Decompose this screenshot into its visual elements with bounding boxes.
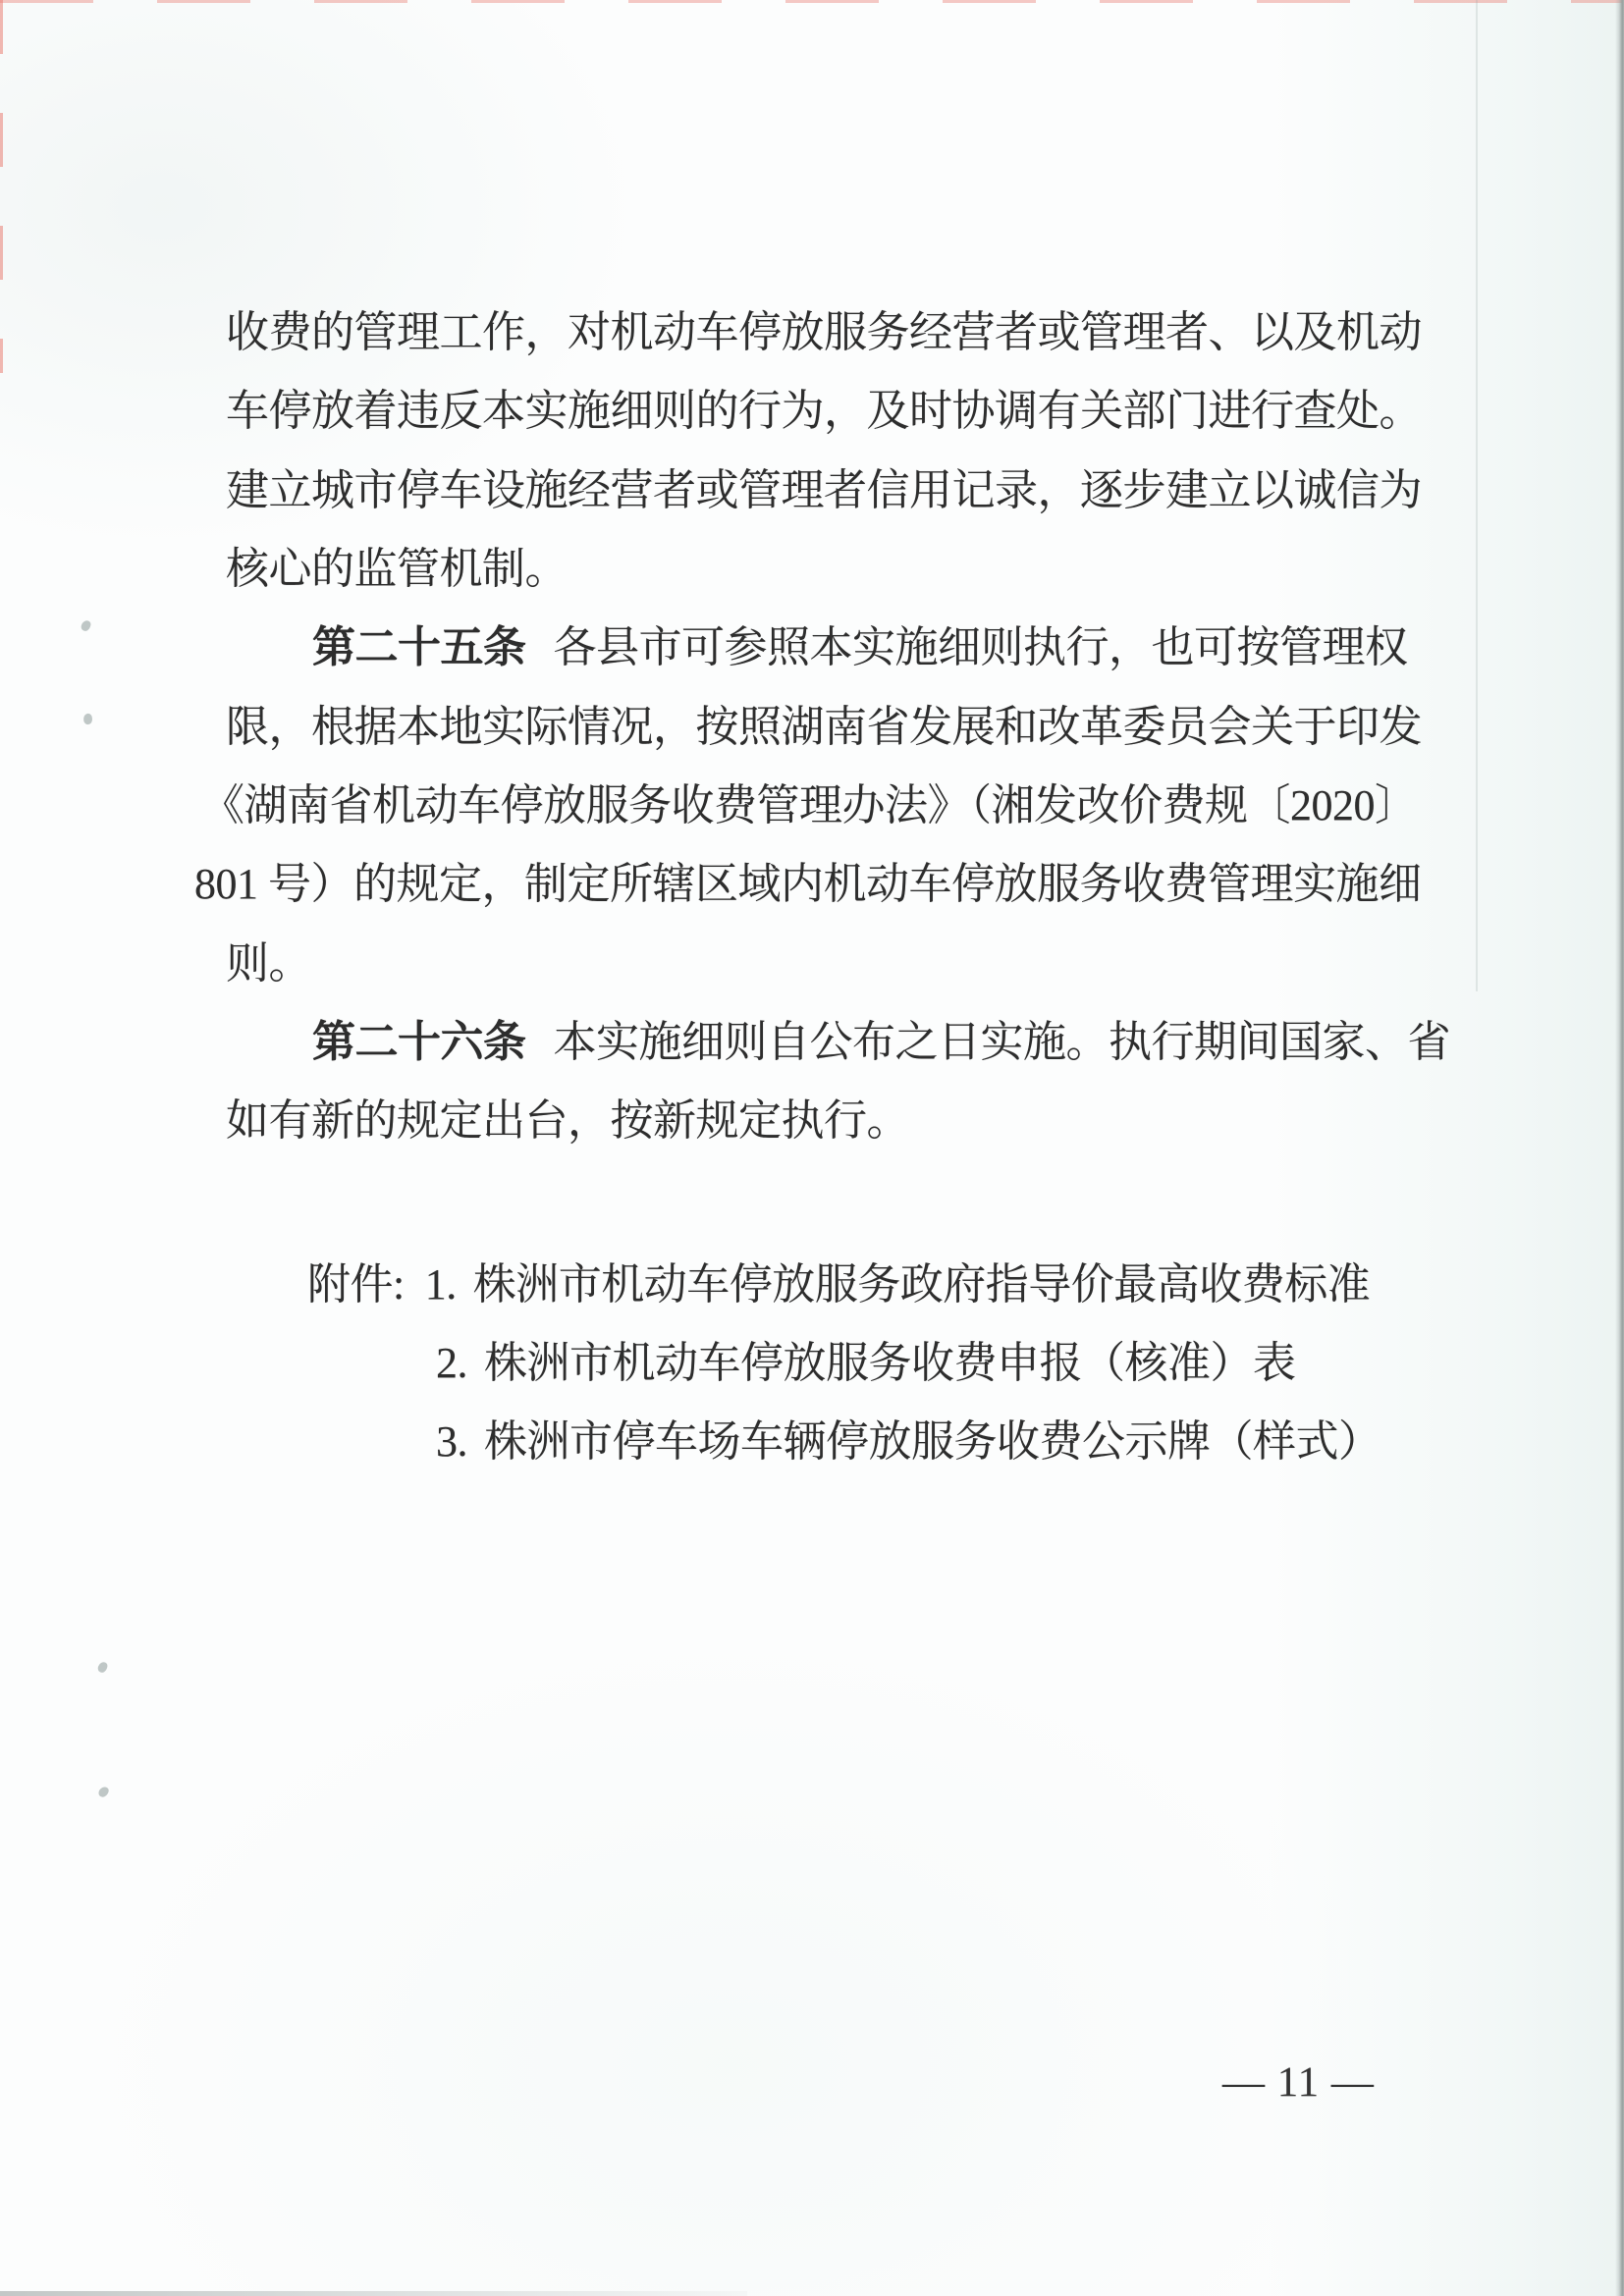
scan-artifact-left-edge — [0, 0, 3, 373]
scan-speck — [97, 1661, 109, 1674]
attachment-1-title: 株洲市机动车停放服务政府指导价最高收费标准 — [472, 1260, 1371, 1308]
scan-crease-line — [1476, 0, 1478, 991]
attachment-3-title: 株洲市停车场车辆停放服务收费公示牌（样式） — [484, 1417, 1381, 1466]
article-25-line-1-text: 各县市可参照本实施细则执行，也可按管理权 — [553, 623, 1408, 671]
paragraph-continuation-line-3: 建立城市停车设施经营者或管理者信用记录，逐步建立以诚信为 — [226, 466, 1422, 514]
article-26-line-1-text: 本实施细则自公布之日实施。执行期间国家、省 — [553, 1018, 1450, 1066]
article-25-line-3: 《湖南省机动车停放服务收费管理办法》（湘发改价费规〔2020〕 — [201, 781, 1418, 829]
article-25-line-1 — [226, 609, 1408, 687]
article-25-line-5: 则。 — [226, 939, 311, 988]
scan-artifact-right-edge — [1615, 0, 1624, 2296]
article-26-line-2: 如有新的规定出台，按新规定执行。 — [226, 1096, 909, 1145]
attachment-2-number: 2. — [436, 1339, 467, 1387]
attachment-3-number: 3. — [436, 1417, 467, 1466]
attachment-item-3 — [436, 1403, 1381, 1481]
article-25-heading: 第二十五条 — [312, 623, 526, 671]
attachments-label: 附件: — [307, 1260, 405, 1308]
page-number: — 11 — — [1222, 2059, 1375, 2106]
attachment-item-1 — [307, 1246, 1370, 1324]
attachment-item-2 — [436, 1324, 1296, 1403]
scan-speck — [82, 713, 93, 725]
paragraph-continuation-line-2: 车停放着违反本实施细则的行为，及时协调有关部门进行查处。 — [226, 387, 1422, 435]
scan-speck — [97, 1785, 110, 1798]
article-26-heading: 第二十六条 — [312, 1018, 526, 1066]
paragraph-continuation-line-1: 收费的管理工作，对机动车停放服务经营者或管理者、以及机动 — [226, 308, 1422, 356]
attachment-2-title: 株洲市机动车停放服务收费申报（核准）表 — [484, 1339, 1296, 1387]
scan-artifact-top-edge — [0, 0, 1624, 3]
scan-artifact-bottom-edge — [0, 2291, 747, 2296]
paragraph-continuation-line-4: 核心的监管机制。 — [226, 545, 568, 593]
scan-speck — [81, 619, 92, 632]
article-25-line-2: 限，根据本地实际情况，按照湖南省发展和改革委员会关于印发 — [226, 703, 1422, 751]
article-25-line-4: 801 号）的规定，制定所辖区域内机动车停放服务收费管理实施细 — [194, 860, 1422, 908]
attachment-1-number: 1. — [424, 1260, 457, 1308]
article-26-line-1 — [226, 1003, 1450, 1082]
